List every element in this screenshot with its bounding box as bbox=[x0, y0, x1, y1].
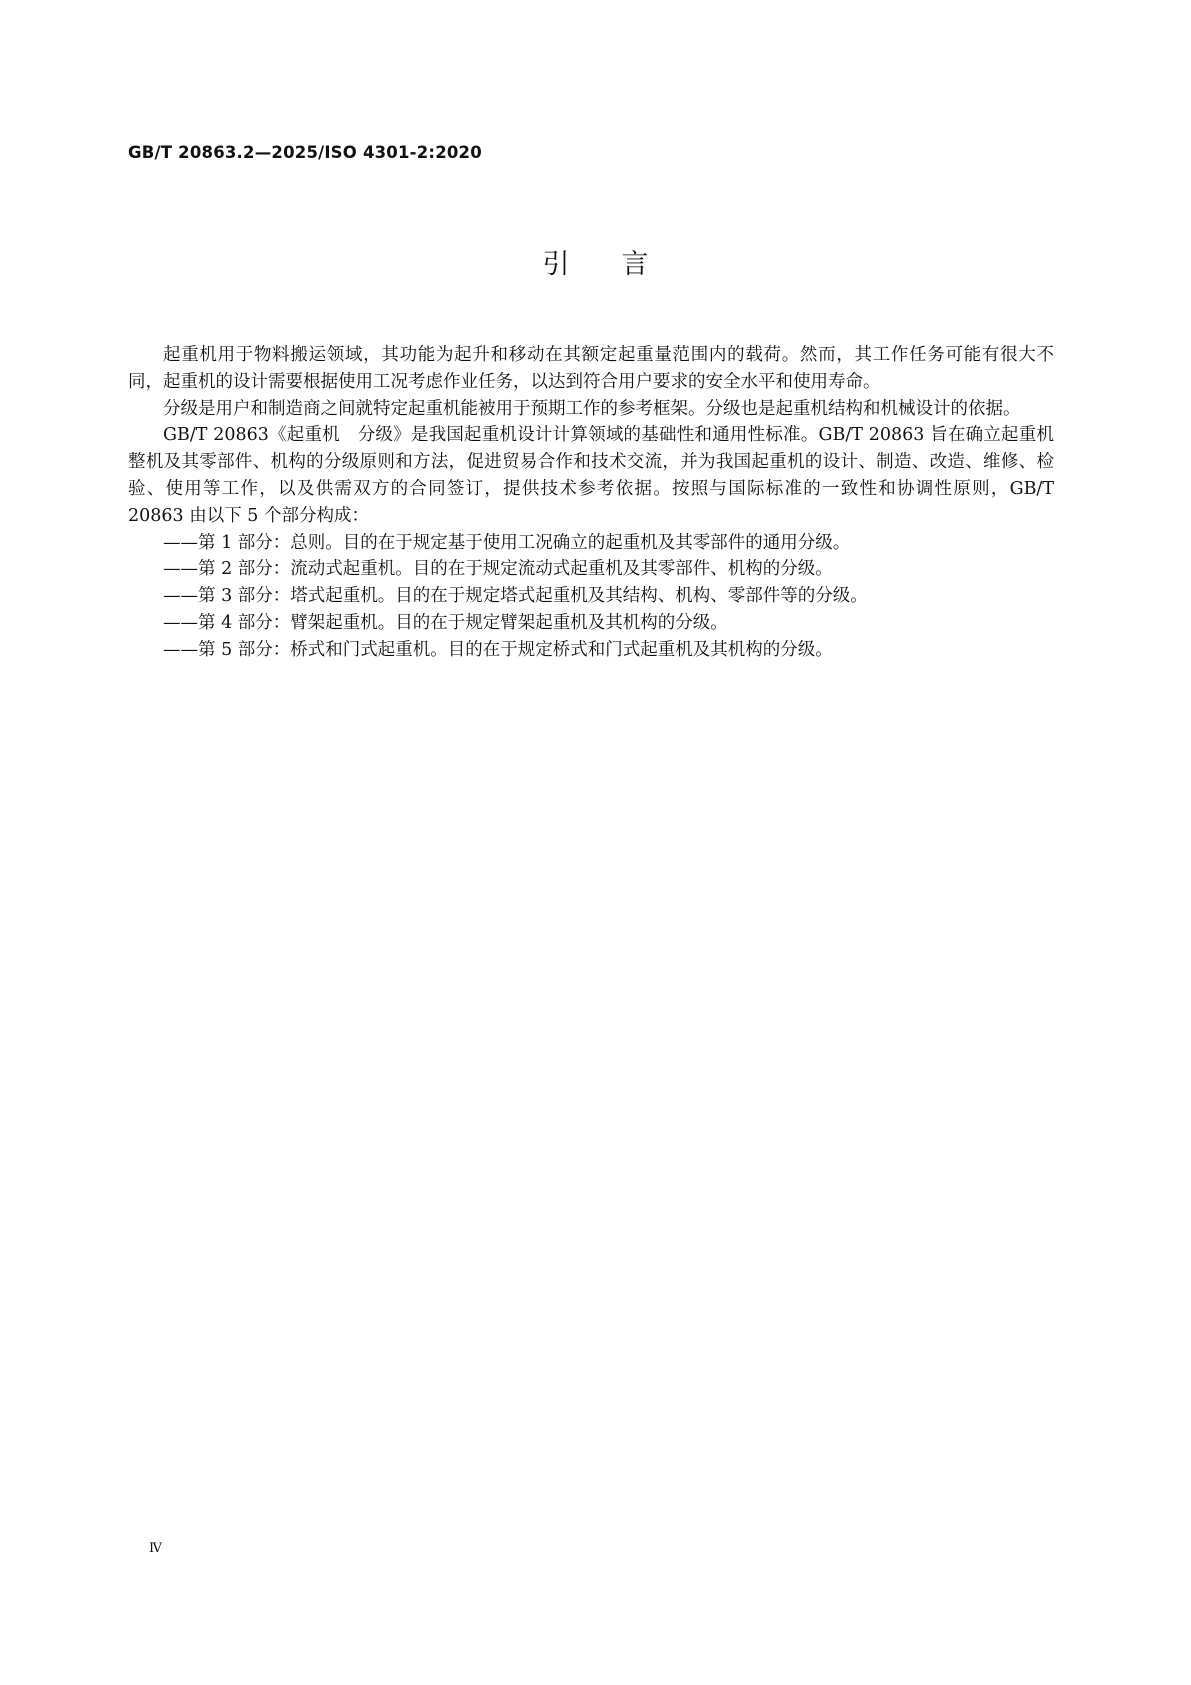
paragraph-standard-structure: GB/T 20863《起重机 分级》是我国起重机设计计算领域的基础性和通用性标准。GB/T 20863 旨在确立起重机整机及其零部件、机构的分级原则和方法，促进贸易合作和技术交流，并为我国起重机的设计、制造、改造、维修、检验、使用等工作，以及供需双方的合同签订，提供技术参考依据。按照与国际标准的一致性和协调性原则，GB/T 20863 由以下 5 个部分构成： bbox=[128, 425, 1054, 526]
list-item-part-5: ——第 5 部分：桥式和门式起重机。目的在于规定桥式和门式起重机及其机构的分级。 bbox=[163, 639, 833, 660]
list-item-part-3: ——第 3 部分：塔式起重机。目的在于规定塔式起重机及其结构、机构、零部件等的分级。 bbox=[163, 586, 868, 607]
paragraph-classification: 分级是用户和制造商之间就特定起重机能被用于预期工作的参考框架。分级也是起重机结构和机械设计的依据。 bbox=[163, 398, 1021, 419]
page-title: 引言 bbox=[542, 249, 701, 280]
standard-code: GB/T 20863.2—2025/ISO 4301-2:2020 bbox=[128, 143, 482, 162]
document-body bbox=[128, 342, 1054, 664]
list-item-part-4: ——第 4 部分：臂架起重机。目的在于规定臂架起重机及其机构的分级。 bbox=[163, 612, 728, 633]
paragraph-intro: 起重机用于物料搬运领域，其功能为起升和移动在其额定起重量范围内的载荷。然而，其工作任务可能有很大不同，起重机的设计需要根据使用工况考虑作业任务，以达到符合用户要求的安全水平和使用寿命。 bbox=[128, 345, 1054, 392]
page-number: Ⅳ bbox=[149, 1541, 161, 1556]
list-item-part-1: ——第 1 部分：总则。目的在于规定基于使用工况确立的起重机及其零部件的通用分级。 bbox=[163, 532, 851, 553]
list-item-part-2: ——第 2 部分：流动式起重机。目的在于规定流动式起重机及其零部件、机构的分级。 bbox=[163, 559, 833, 580]
